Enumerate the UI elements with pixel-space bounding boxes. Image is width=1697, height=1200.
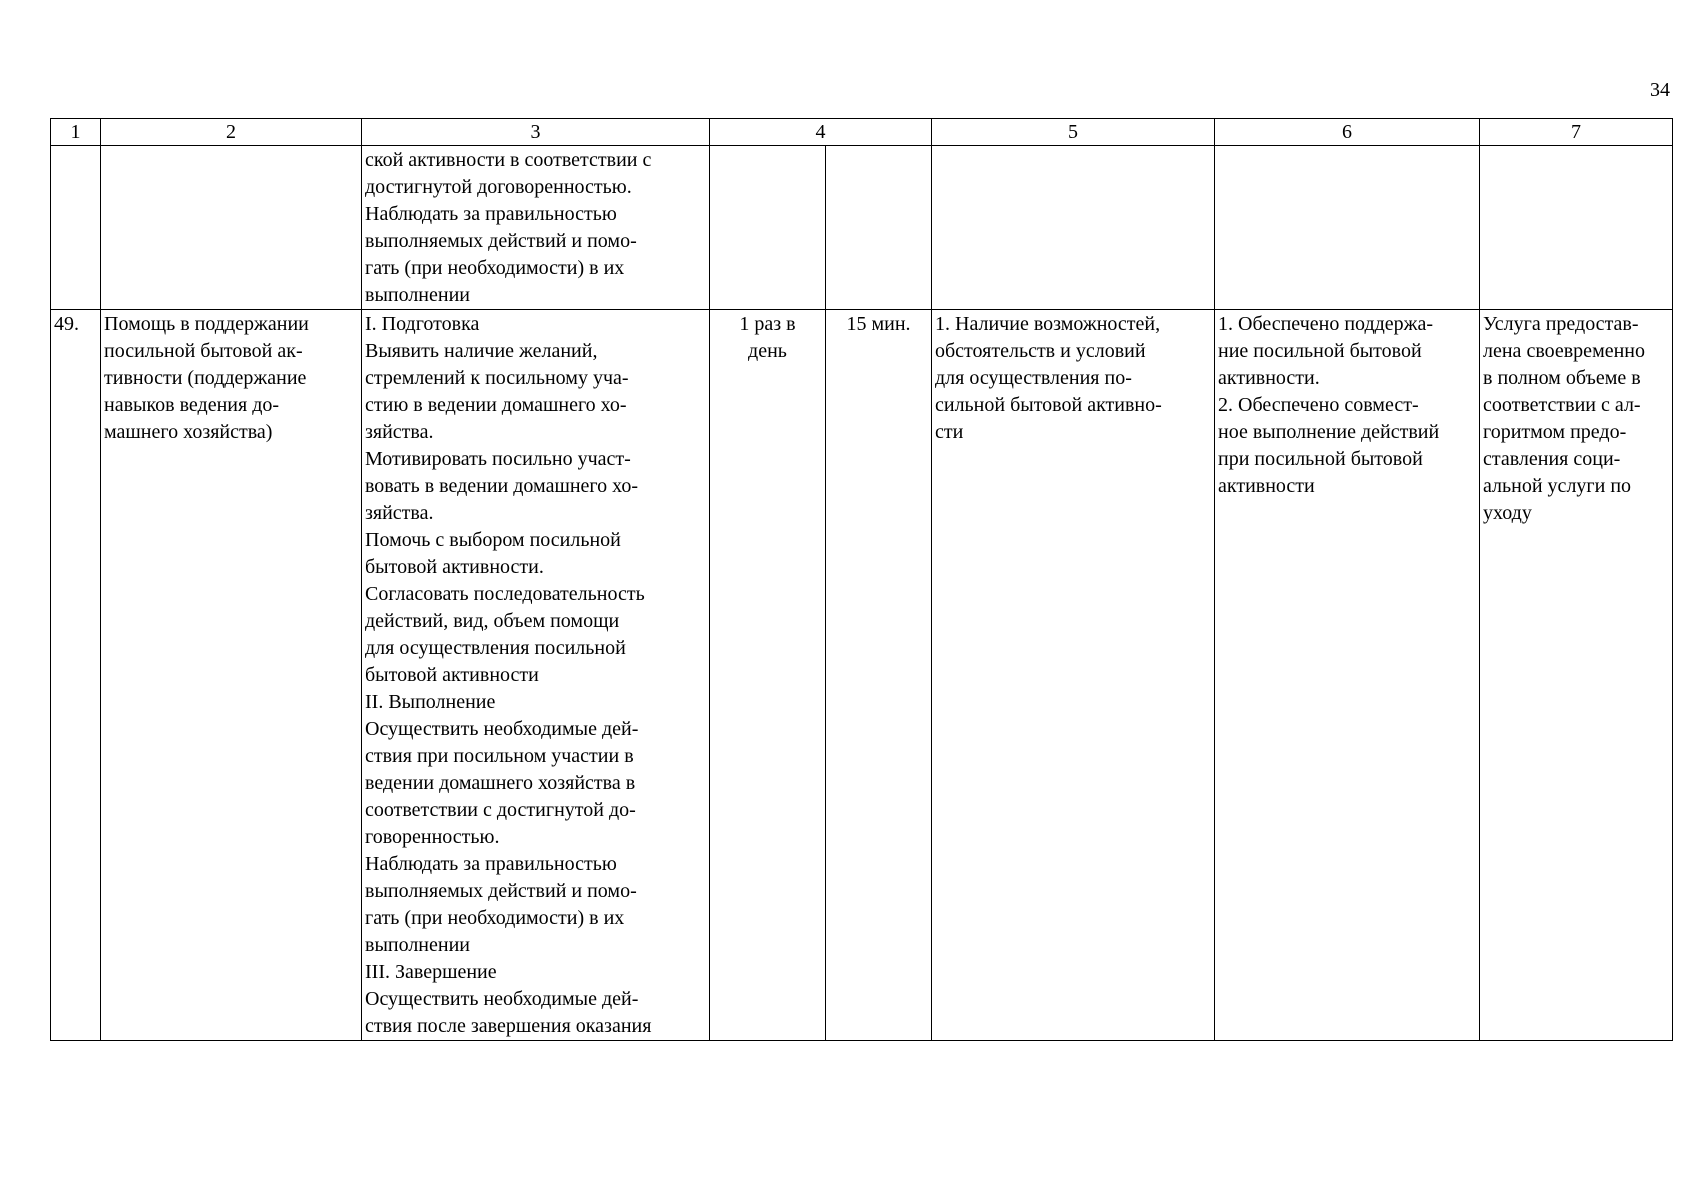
cell-quality	[1480, 146, 1673, 310]
header-col-5: 5	[932, 119, 1215, 146]
cell-conditions: 1. Наличие возможностей, обстоятельств и условий для осуществления по- сильной бытовой активно- сти	[932, 310, 1215, 1041]
cell-description: ской активности в соответствии с достигнутой договоренностью. Наблюдать за правильностью выполняемых действий и помо- гать (при необходимости) в их выполнении	[362, 146, 710, 310]
header-col-1: 1	[51, 119, 101, 146]
services-table	[50, 118, 1673, 1041]
cell-description: I. Подготовка Выявить наличие желаний, стремлений к посильному уча- стию в ведении домашнего хо- зяйства. Мотивировать посильно участ- вовать в ведении домашнего хо- зяйства. Помочь с выбором посильной бытовой активности. Согласовать последовательность действий, вид, объем помощи для осуществления посильной бытовой активности II. Выполнение Осуществить необходимые дей- ствия при посильном участии в ведении домашнего хозяйства в соответствии с достигнутой до- говоренностью. Наблюдать за правильностью выполняемых действий и помо- гать (при необходимости) в их выполнении III. Завершение Осуществить необходимые дей- ствия после завершения оказания	[362, 310, 710, 1041]
cell-duration	[826, 146, 932, 310]
header-row	[51, 119, 1673, 146]
cell-frequency	[710, 146, 826, 310]
header-col-6: 6	[1215, 119, 1480, 146]
cell-quality: Услуга предостав- лена своевременно в полном объеме в соответствии с ал- горитмом предо- ставления соци- альной услуги по уходу	[1480, 310, 1673, 1041]
header-col-3: 3	[362, 119, 710, 146]
header-col-4: 4	[710, 119, 932, 146]
cell-results: 1. Обеспечено поддержа- ние посильной бытовой активности. 2. Обеспечено совмест- ное выполнение действий при посильной бытовой активности	[1215, 310, 1480, 1041]
cell-frequency: 1 раз в день	[710, 310, 826, 1041]
cell-results	[1215, 146, 1480, 310]
cell-duration: 15 мин.	[826, 310, 932, 1041]
header-col-7: 7	[1480, 119, 1673, 146]
cell-conditions	[932, 146, 1215, 310]
continued-row	[51, 146, 1673, 310]
header-col-2: 2	[101, 119, 362, 146]
cell-number	[51, 146, 101, 310]
cell-name: Помощь в поддержании посильной бытовой ак- тивности (поддержание навыков ведения до- машнего хозяйства)	[101, 310, 362, 1041]
table-row-49	[51, 310, 1673, 1041]
page-number: 34	[1650, 79, 1670, 101]
cell-number: 49.	[51, 310, 101, 1041]
cell-name	[101, 146, 362, 310]
